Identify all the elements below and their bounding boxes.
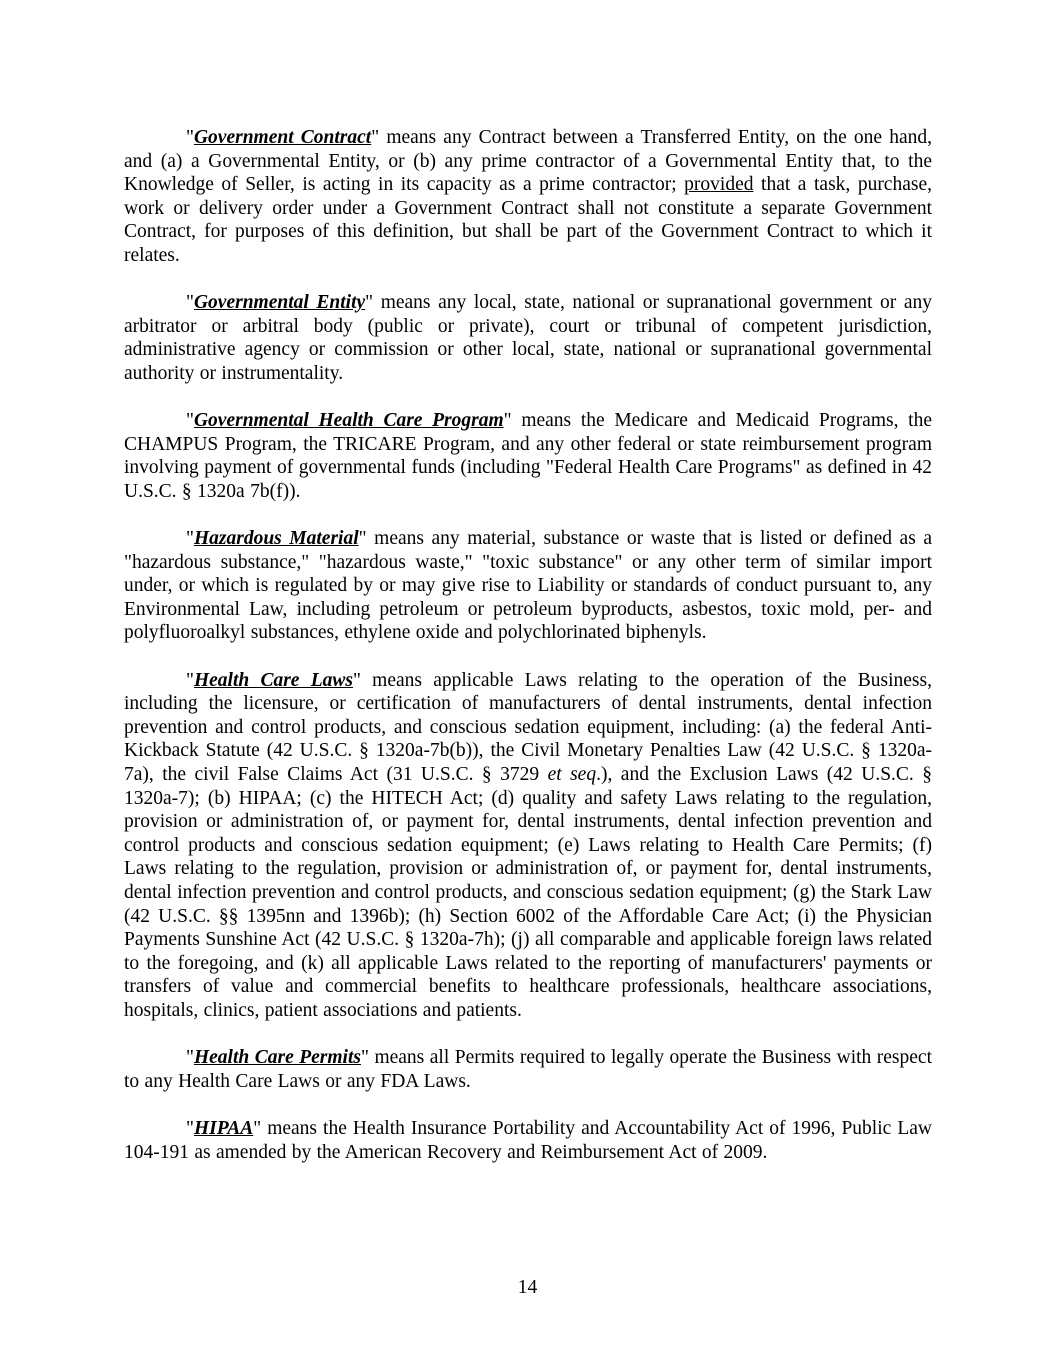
text-run: " means any Contract between a Transferred Entity, on the one hand, and (a) a Governmental Entity, or (b) any prime contractor of a Governmental Entity that, to the Knowledge of Seller, is acting in its capacity as a prime contractor; — [124, 127, 932, 196]
definition-paragraph — [124, 409, 932, 503]
definition-paragraph — [124, 291, 932, 385]
document-body — [124, 126, 932, 1188]
text-run: et seq — [547, 764, 597, 786]
text-run: provided — [684, 174, 754, 196]
text-run: " — [186, 669, 194, 691]
text-run: " means any material, substance or waste that is listed or defined as a "hazardous substance," "hazardous waste," "toxic substance" or any other term of similar import under, or which is regulated by or may give rise to Liability or standards of conduct pursuant to, any Environmental Law, including petroleum or petroleum byproducts, asbestos, toxic mold, per- and polyfluoroalkyl substances, ethylene oxide and polychlorinated biphenyls. — [124, 528, 932, 644]
text-run: " — [186, 292, 194, 314]
text-run: that a task, purchase, work or delivery order under a Government Contract shall not constitute a separate Government Contract, for purposes of this definition, but shall be part of the Government Contract to which it relates. — [124, 174, 932, 266]
defined-term: Health Care Laws — [193, 669, 353, 691]
definition-paragraph — [124, 1117, 932, 1164]
defined-term: Health Care Permits — [193, 1047, 361, 1069]
text-run: .), and the Exclusion Laws (42 U.S.C. § 1320a-7); (b) HIPAA; (c) the HITECH Act; (d) quality and safety Laws relating to the regulation, provision or administration of, or payment for, dental instruments, dental infection prevention and control products and conscious sedation equipment; (e) Laws relating to Health Care Permits; (f) Laws relating to the regulation, provision or administration of, or payment for, dental instruments, dental infection prevention and control products, and conscious sedation equipment; (g) the Stark Law (42 U.S.C. §§ 1395nn and 1396b); (h) Section 6002 of the Affordable Care Act; (i) the Physician Payments Sunshine Act (42 U.S.C. § 1320a-7h); (j) all comparable and applicable foreign laws related to the foregoing, and (k) all applicable Laws related to the reporting of manufacturers' payments or transfers of value and commercial benefits to healthcare professionals, healthcare associations, hospitals, clinics, patient associations and patients. — [124, 764, 932, 1021]
defined-term: Hazardous Material — [193, 528, 359, 550]
text-run: " — [186, 1117, 194, 1139]
text-run: " — [186, 410, 194, 432]
defined-term: Government Contract — [193, 127, 372, 148]
defined-term: Governmental Health Care Program — [193, 410, 504, 432]
definition-paragraph — [124, 126, 932, 268]
text-run: " — [186, 127, 194, 148]
text-run: " — [186, 528, 194, 550]
definition-paragraph — [124, 669, 932, 1023]
text-run: " means any local, state, national or supranational government or any arbitrator or arbitral body (public or private), court or tribunal of competent jurisdiction, administrative agency or commission or other local, state, national or supranational governmental authority or instrumentality. — [124, 292, 932, 384]
defined-term: HIPAA — [193, 1117, 254, 1139]
page-number: 14 — [517, 1277, 538, 1298]
text-run: " means the Health Insurance Portability and Accountability Act of 1996, Public Law 104-191 as amended by the American Recovery and Reimbursement Act of 2009. — [124, 1117, 932, 1163]
text-run: " means the Medicare and Medicaid Programs, the CHAMPUS Program, the TRICARE Program, and any other federal or state reimbursement program involving payment of governmental funds (including "Federal Health Care Programs" as defined in 42 U.S.C. § 1320a 7b(f)). — [124, 410, 932, 502]
text-run: " means applicable Laws relating to the operation of the Business, including the licensure, or certification of manufacturers of dental instruments, dental infection prevention and control products, and conscious sedation equipment, including: (a) the federal Anti-Kickback Statute (42 U.S.C. § 1320a-7b(b)), the Civil Monetary Penalties Law (42 U.S.C. § 1320a-7a), the civil False Claims Act (31 U.S.C. § 3729 — [124, 669, 932, 786]
text-run: " — [186, 1047, 194, 1069]
definition-paragraph — [124, 527, 932, 645]
text-run: " means all Permits required to legally operate the Business with respect to any Health Care Laws or any FDA Laws. — [124, 1047, 932, 1092]
defined-term: Governmental Entity — [193, 292, 366, 314]
definition-paragraph — [124, 1046, 932, 1093]
